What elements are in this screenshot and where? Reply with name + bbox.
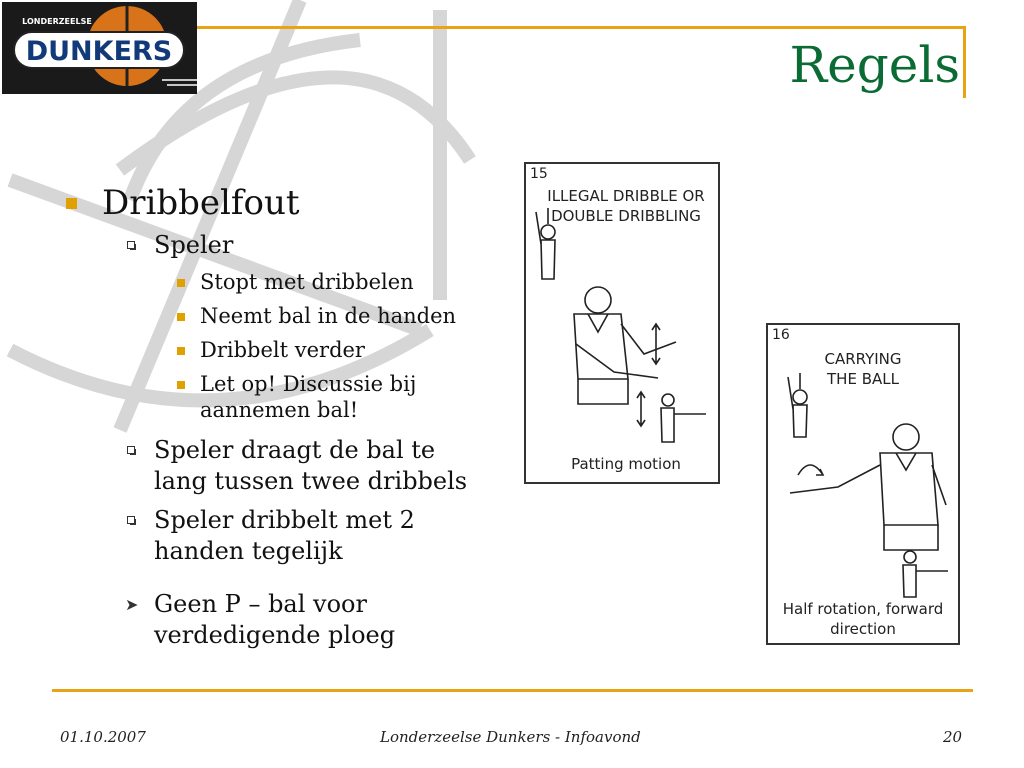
- bullet-text: Dribbelt verder: [200, 338, 365, 362]
- referee-signal-16: [766, 323, 960, 645]
- square-bullet-icon: [177, 347, 185, 355]
- checkbox-bullet-icon: [127, 446, 135, 454]
- signal-number: 15: [530, 166, 548, 182]
- signal-title: CARRYING THE BALL: [824, 350, 902, 388]
- signal-caption: Half rotation, forward direction: [782, 600, 944, 638]
- square-bullet-icon: [66, 198, 77, 209]
- bullet-level3: [154, 303, 490, 329]
- bullet-level3: [154, 269, 490, 295]
- bullet-text: Let op! Discussie bij aannemen bal!: [200, 372, 417, 422]
- bullet-text: Dribbelfout: [102, 183, 300, 223]
- bullet-text: Speler: [154, 231, 234, 259]
- square-bullet-icon: [177, 381, 185, 389]
- club-logo: [2, 2, 197, 94]
- top-accent-line: [197, 26, 965, 29]
- square-bullet-icon: [177, 313, 185, 321]
- referee-signal-15: [524, 162, 720, 484]
- bullet-level2: [102, 435, 490, 497]
- checkbox-bullet-icon: [127, 516, 135, 524]
- bullet-level3: [154, 337, 490, 363]
- bullet-content: [60, 182, 490, 651]
- footer-date: 01.10.2007: [60, 728, 146, 746]
- signal-caption: Patting motion: [571, 455, 681, 473]
- page-number: 20: [943, 728, 963, 746]
- bullet-level2: [102, 505, 490, 567]
- logo-top-text: LONDERZEELSE: [22, 17, 92, 26]
- top-accent-vline: [963, 26, 966, 98]
- bullet-text: Geen P – bal voor verdedigende ploeg: [154, 590, 396, 649]
- bottom-accent-line: [52, 689, 973, 692]
- bullet-text: Neemt bal in de handen: [200, 304, 457, 328]
- bullet-text: Speler draagt de bal te lang tussen twee dribbels: [154, 436, 468, 495]
- arrow-bullet-icon: ➤: [125, 595, 139, 614]
- slide-title: Regels: [789, 36, 960, 94]
- signal-number: 16: [772, 327, 790, 343]
- bullet-level2: [102, 589, 490, 651]
- logo-main-text: DUNKERS: [25, 36, 173, 67]
- footer-title: Londerzeelse Dunkers - Infoavond: [380, 728, 641, 746]
- bullet-level1: [60, 182, 490, 224]
- bullet-text: Speler dribbelt met 2 handen tegelijk: [154, 506, 415, 565]
- signal-title: ILLEGAL DRIBBLE OR DOUBLE DRIBBLING: [547, 187, 705, 225]
- square-bullet-icon: [177, 279, 185, 287]
- bullet-level3: [154, 371, 490, 423]
- bullet-text: Stopt met dribbelen: [200, 270, 414, 294]
- bullet-level2: [102, 230, 490, 261]
- checkbox-bullet-icon: [127, 241, 135, 249]
